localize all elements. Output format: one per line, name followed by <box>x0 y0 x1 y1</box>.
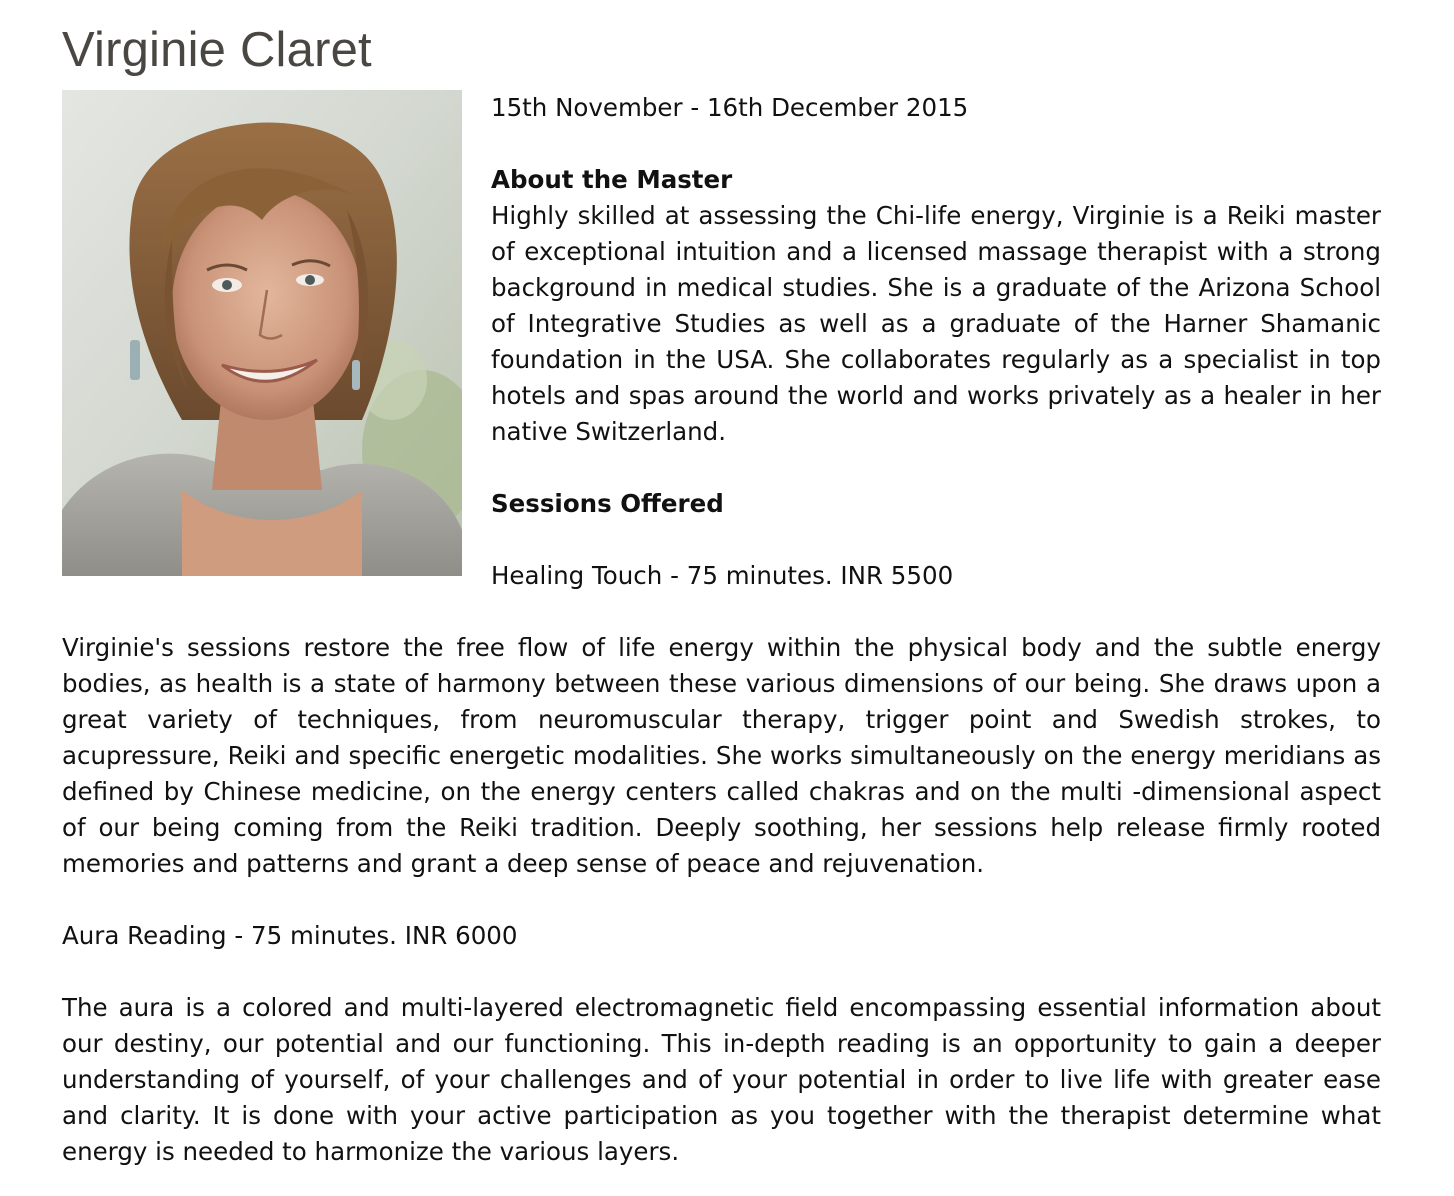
session-title-aura-reading: Aura Reading - 75 minutes. INR 6000 <box>62 921 518 950</box>
session-description-aura-reading: The aura is a colored and multi-layered electromagnetic field encompassing essential information about our destiny, our potential and our functioning. This in-depth reading is an opportunity to gain a deeper understanding of yourself, of your challenges and of your potential in order to live life with greater ease and clarity. It is done with your active participation as you together with the therapist determine what energy is needed to harmonize the various layers. <box>62 993 1381 1166</box>
article-content <box>62 90 1381 1170</box>
about-heading: About the Master <box>491 165 733 194</box>
event-dates: 15th November - 16th December 2015 <box>491 93 969 122</box>
session-title-healing-touch: Healing Touch - 75 minutes. INR 5500 <box>491 561 954 590</box>
page-title: Virginie Claret <box>62 23 372 77</box>
portrait-photo <box>62 90 462 576</box>
session-description-healing-touch: Virginie's sessions restore the free flow of life energy within the physical body and the subtle energy bodies, as health is a state of harmony between these various dimensions of our being. She draws upon a great variety of techniques, from neuromuscular therapy, trigger point and Swedish strokes, to acupressure, Reiki and specific energetic modalities. She works simultaneously on the energy meridians as defined by Chinese medicine, on the energy centers called chakras and on the multi -dimensional aspect of our being coming from the Reiki tradition. Deeply soothing, her sessions help release firmly rooted memories and patterns and grant a deep sense of peace and rejuvenation. <box>62 633 1381 878</box>
about-text: Highly skilled at assessing the Chi-life energy, Virginie is a Reiki master of exceptional intuition and a licensed massage therapist with a strong background in medical studies. She is a graduate of the Arizona School of Integrative Studies as well as a graduate of the Harner Shamanic foundation in the USA. She collaborates regularly as a specialist in top hotels and spas around the world and works privately as a healer in her native Switzerland. <box>491 201 1381 446</box>
sessions-heading: Sessions Offered <box>491 489 724 518</box>
portrait-photo-icon <box>62 90 462 576</box>
